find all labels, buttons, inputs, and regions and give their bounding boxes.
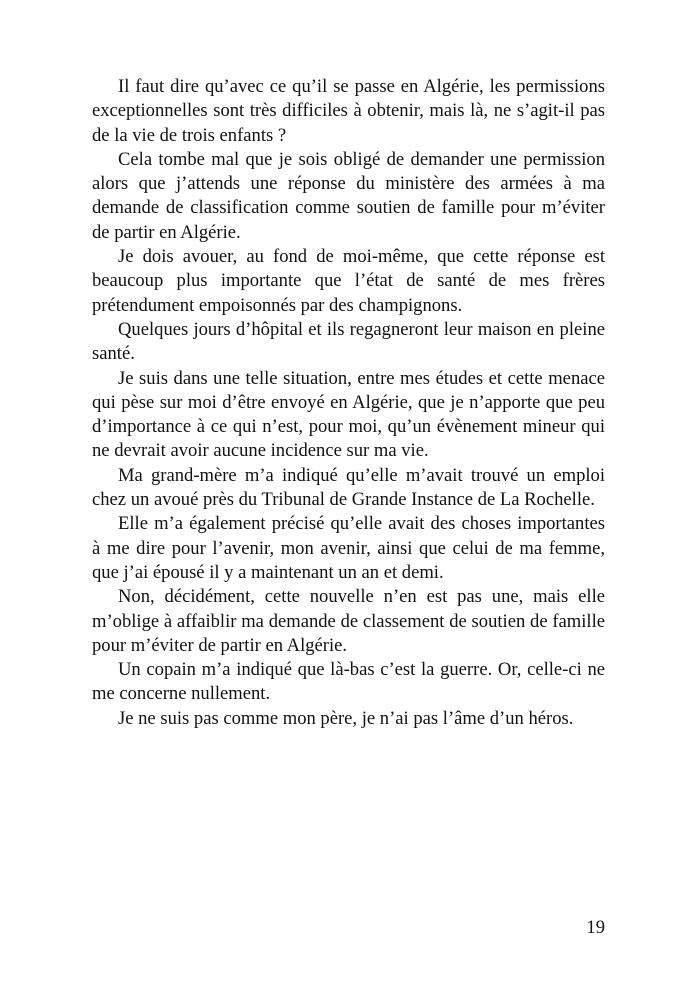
page-number: 19 <box>586 917 605 938</box>
paragraph: Je dois avouer, au fond de moi-même, que cette réponse est beaucoup plus importante que l’état de santé de mes frères prétendument empoisonnés par des champignons. <box>92 246 605 316</box>
paragraph: Il faut dire qu’avec ce qu’il se passe en Algérie, les permissions exceptionnelles sont très difficiles à obtenir, mais là, ne s’agit-il pas de la vie de trois enfants ? <box>92 76 605 146</box>
paragraph: Elle m’a également précisé qu’elle avait des choses importantes à me dire pour l’avenir, mon avenir, ainsi que celui de ma femme, que j’ai épousé il y a maintenant un an et demi. <box>92 513 605 583</box>
body-text <box>92 75 605 731</box>
paragraph: Un copain m’a indiqué que là-bas c’est la guerre. Or, celle-ci ne me concerne nullement. <box>92 659 605 705</box>
paragraph: Cela tombe mal que je sois obligé de demander une permission alors que j’attends une réponse du ministère des armées à ma demande de classification comme soutien de famille pour m’éviter de partir en Algérie. <box>92 148 605 243</box>
paragraph: Quelques jours d’hôpital et ils regagneront leur maison en pleine santé. <box>92 318 605 365</box>
paragraph: Non, décidément, cette nouvelle n’en est pas une, mais elle m’oblige à affaiblir ma demande de classement de soutien de famille pour m’éviter de partir en Algérie. <box>92 586 605 656</box>
paragraph: Ma grand-mère m’a indiqué qu’elle m’avait trouvé un emploi chez un avoué près du Tribunal de Grande Instance de La Rochelle. <box>92 464 605 511</box>
paragraph: Je ne suis pas comme mon père, je n’ai pas l’âme d’un héros. <box>118 707 574 729</box>
paragraph: Je suis dans une telle situation, entre mes études et cette menace qui pèse sur moi d’être envoyé en Algérie, que je n’apporte que peu d’importance à ce qui n’est, pour moi, qu’un évènement mineur qui ne devrait avoir aucune incidence sur ma vie. <box>92 367 605 462</box>
